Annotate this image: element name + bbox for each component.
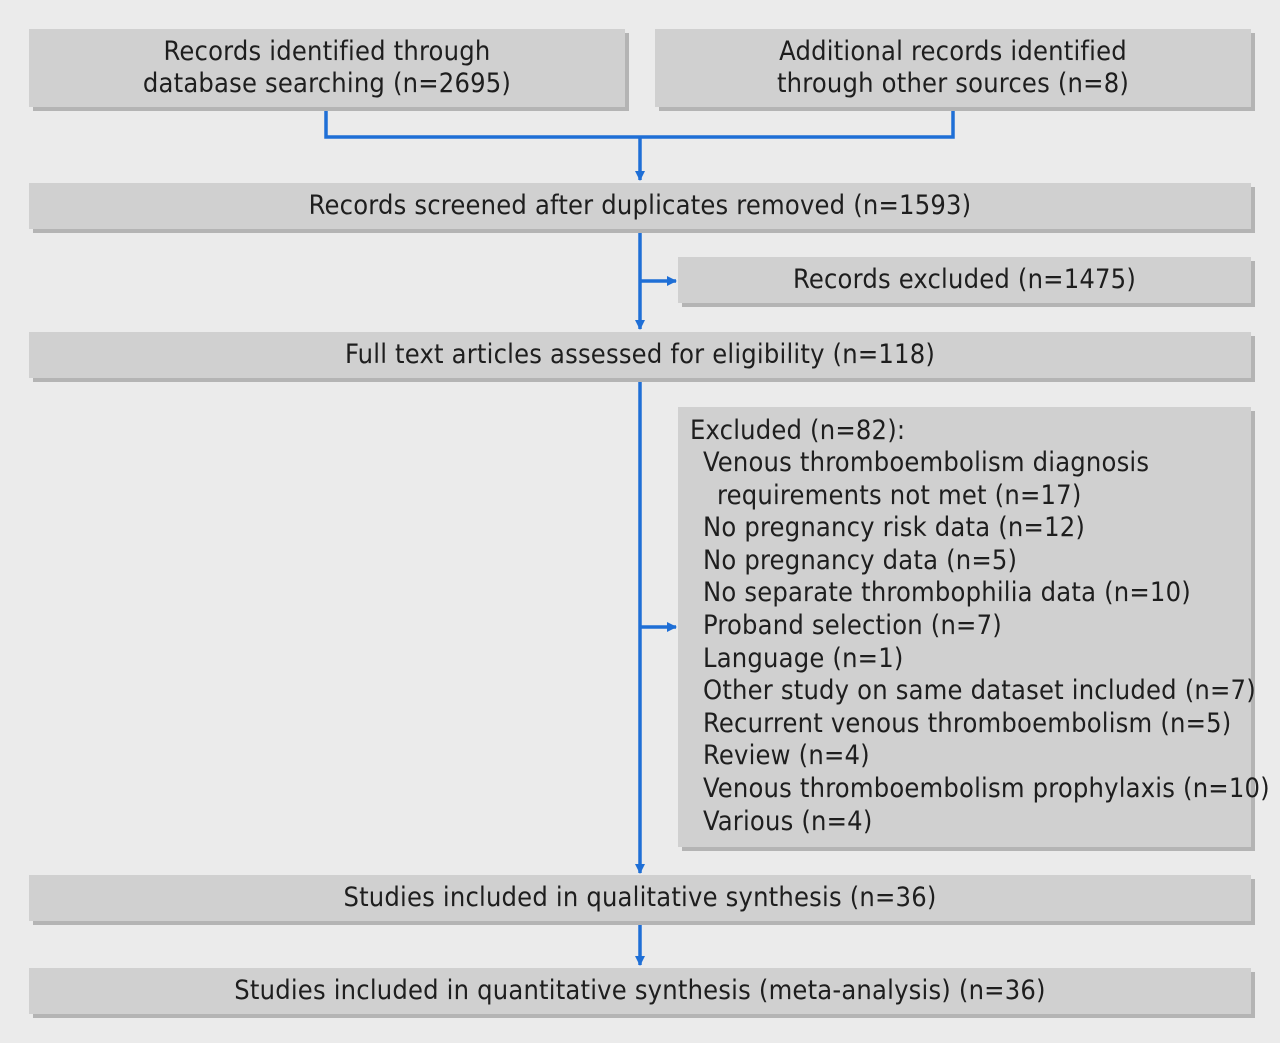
records-screened-text: Records screened after duplicates removed (n=1593) xyxy=(308,190,972,221)
exclusion-reasons-list xyxy=(690,447,1270,838)
qualitative-synthesis-box xyxy=(29,875,1251,921)
exclusion-reason-continuation: requirements not met (n=17) xyxy=(717,479,1082,511)
other-sources-line2: through other sources (n=8) xyxy=(776,68,1130,99)
exclusion-reason: Recurrent venous thromboembolism (n=5) xyxy=(703,707,1232,739)
quantitative-synthesis-text: Studies included in quantitative synthesis (meta-analysis) (n=36) xyxy=(234,975,1046,1006)
exclusion-reason: No separate thrombophilia data (n=10) xyxy=(703,577,1191,609)
full-text-assessed-box xyxy=(29,332,1251,378)
exclusion-reason: Various (n=4) xyxy=(703,805,873,837)
exclusion-reason: Other study on same dataset included (n=7) xyxy=(703,675,1256,707)
exclusion-reason: No pregnancy risk data (n=12) xyxy=(703,512,1086,544)
exclusion-reason-text: Venous thromboembolism diagnosis xyxy=(703,447,1150,478)
records-excluded-box xyxy=(678,257,1251,303)
exclusion-reason: Language (n=1) xyxy=(703,642,904,674)
records-screened-box xyxy=(29,183,1251,229)
quantitative-synthesis-box xyxy=(29,968,1251,1014)
records-excluded-text: Records excluded (n=1475) xyxy=(792,264,1137,295)
exclusion-reason: Proband selection (n=7) xyxy=(703,609,1002,641)
exclusion-reason: Venous thromboembolism prophylaxis (n=10) xyxy=(703,772,1270,804)
database-records-line2: database searching (n=2695) xyxy=(142,68,512,99)
full-text-excluded-box xyxy=(678,407,1270,847)
database-records-line1: Records identified through xyxy=(163,36,491,67)
exclusion-reason xyxy=(703,447,1251,512)
database-records-box xyxy=(29,29,625,107)
qualitative-synthesis-text: Studies included in qualitative synthesis (n=36) xyxy=(343,882,937,913)
full-text-assessed-text: Full text articles assessed for eligibility (n=118) xyxy=(344,339,936,370)
other-sources-box xyxy=(655,29,1251,107)
excluded-heading: Excluded (n=82): xyxy=(690,415,906,446)
exclusion-reason: Review (n=4) xyxy=(703,740,870,772)
exclusion-reason: No pregnancy data (n=5) xyxy=(703,544,1018,576)
merge-connector xyxy=(326,108,953,137)
other-sources-line1: Additional records identified xyxy=(779,36,1127,67)
